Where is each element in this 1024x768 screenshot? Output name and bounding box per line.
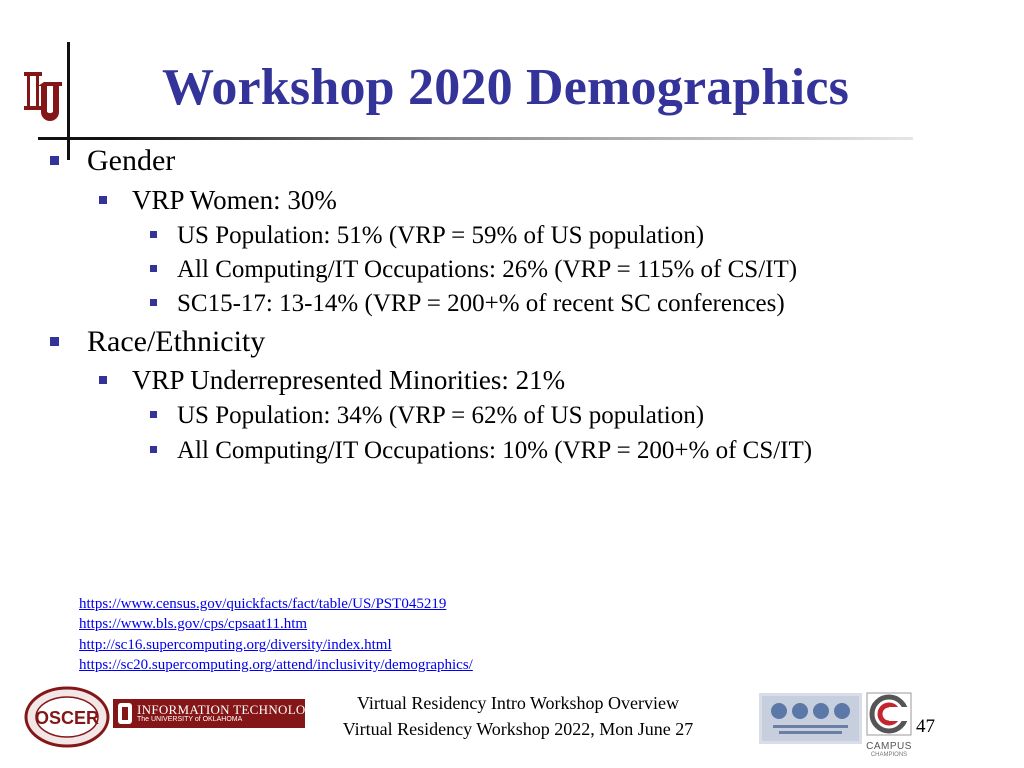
bullet-text: US Population: 51% (VRP = 59% of US population) <box>177 222 705 249</box>
campus-subtext: CHAMPIONS <box>870 752 908 758</box>
ou-mini-logo-icon <box>117 702 133 725</box>
bullet-square-icon <box>150 299 157 306</box>
bullet-square-icon <box>150 411 157 418</box>
bullet-text: Race/Ethnicity <box>87 325 266 358</box>
oscer-logo-text: OSCER <box>34 708 100 728</box>
bullet-vrp-women <box>99 185 337 216</box>
footer-line-2: Virtual Residency Workshop 2022, Mon June 27 <box>342 719 694 739</box>
source-link-sc16[interactable]: http://sc16.supercomputing.org/diversity/index.html <box>79 637 392 653</box>
bullet-gender <box>50 144 175 178</box>
bullet-gender-item <box>150 256 797 284</box>
bullet-square-icon <box>150 231 157 238</box>
bullet-text: SC15-17: 13-14% (VRP = 200+% of recent SC conferences) <box>177 290 785 317</box>
bullet-vrp-minorities <box>99 365 565 396</box>
footer-line-1: Virtual Residency Intro Workshop Overview <box>356 693 680 713</box>
ou-it-logo <box>113 699 325 728</box>
bullet-race-item <box>150 437 812 465</box>
bullet-gender-item <box>150 290 785 318</box>
footer-text <box>318 690 718 742</box>
oscer-logo-icon <box>24 686 110 748</box>
it-logo-text: INFORMATION TECHNOLOGY <box>137 702 325 717</box>
bullet-text: VRP Underrepresented Minorities: 21% <box>132 365 566 395</box>
campus-champions-logo <box>866 692 912 758</box>
source-link-census[interactable]: https://www.census.gov/quickfacts/fact/table/US/PST045219 <box>79 596 447 612</box>
source-link-bls[interactable]: https://www.bls.gov/cps/cpsaat11.htm <box>79 616 308 632</box>
bullet-text: VRP Women: 30% <box>132 185 337 215</box>
ou-logo-icon <box>20 66 66 128</box>
bullet-text: US Population: 34% (VRP = 62% of US population) <box>177 402 705 429</box>
bullet-square-icon <box>150 265 157 272</box>
bullet-square-icon <box>50 156 59 165</box>
campus-champions-icon <box>866 692 912 736</box>
source-link-sc20[interactable]: https://sc20.supercomputing.org/attend/inclusivity/demographics/ <box>79 657 473 673</box>
bullet-square-icon <box>150 446 157 453</box>
bullet-square-icon <box>50 337 59 346</box>
slide-title: Workshop 2020 Demographics <box>162 59 850 116</box>
title-horizontal-rule <box>38 137 913 140</box>
it-logo-subtext: The UNIVERSITY of OKLAHOMA <box>137 716 243 723</box>
bullet-text: Gender <box>87 144 176 177</box>
bullet-race-item <box>150 402 704 430</box>
bullet-text: All Computing/IT Occupations: 10% (VRP = 200+% of CS/IT) <box>177 437 813 464</box>
bullet-square-icon <box>99 196 107 204</box>
aci-ref-badge-icon <box>759 693 862 744</box>
bullet-race <box>50 325 265 359</box>
page-number: 47 <box>916 716 935 737</box>
bullet-text: All Computing/IT Occupations: 26% (VRP = 115% of CS/IT) <box>177 256 798 283</box>
bullet-square-icon <box>99 376 107 384</box>
title-vertical-rule <box>67 42 70 160</box>
campus-text: CAMPUS <box>866 741 912 752</box>
bullet-gender-item <box>150 222 704 250</box>
